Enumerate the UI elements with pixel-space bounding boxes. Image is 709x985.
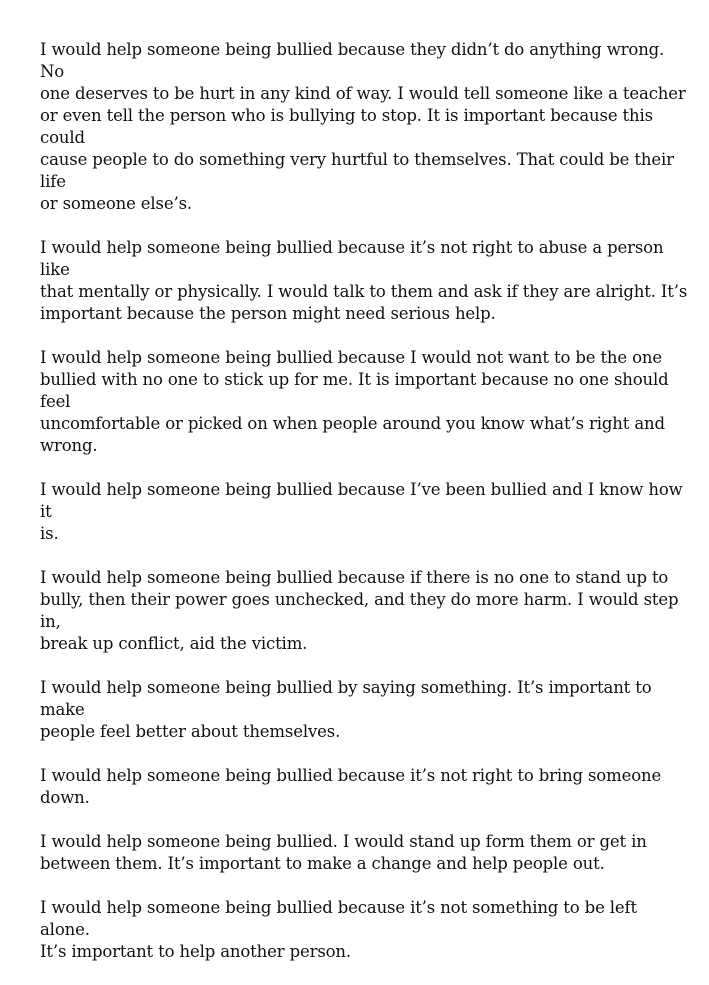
paragraph-6: I would help someone being bullied by saying something. It’s important to make people feel better about themselves. bbox=[40, 678, 652, 741]
paragraph-1: I would help someone being bullied because they didn’t do anything wrong. No one deserves to be hurt in any kind of way. I would tell someone like a teacher or even tell the person who is bullying to stop. It is important because this could cause people to do something very hurtful to themselves. That could be their life or someone else’s. bbox=[40, 40, 686, 213]
paragraph-7: I would help someone being bullied because it’s not right to bring someone down. bbox=[40, 766, 662, 807]
paragraph-9: I would help someone being bullied because it’s not something to be left alone. It’s important to help another person. bbox=[40, 898, 637, 961]
paragraph-8: I would help someone being bullied. I would stand up form them or get in between them. It’s important to make a change and help people out. bbox=[40, 832, 647, 873]
paragraph-2: I would help someone being bullied because it’s not right to abuse a person like that mentally or physically. I would talk to them and ask if they are alright. It’s important because the person might need serious help. bbox=[40, 238, 688, 323]
document-page bbox=[40, 39, 690, 985]
paragraph-3: I would help someone being bullied because I would not want to be the one bullied with no one to stick up for me. It is important because no one should feel uncomfortable or picked on when people around you know what’s right and wrong. bbox=[40, 348, 669, 455]
paragraph-4: I would help someone being bullied because I’ve been bullied and I know how it is. bbox=[40, 480, 683, 543]
paragraph-5: I would help someone being bullied because if there is no one to stand up to bully, then their power goes unchecked, and they do more harm. I would step in, break up conflict, aid the victim. bbox=[40, 568, 679, 653]
